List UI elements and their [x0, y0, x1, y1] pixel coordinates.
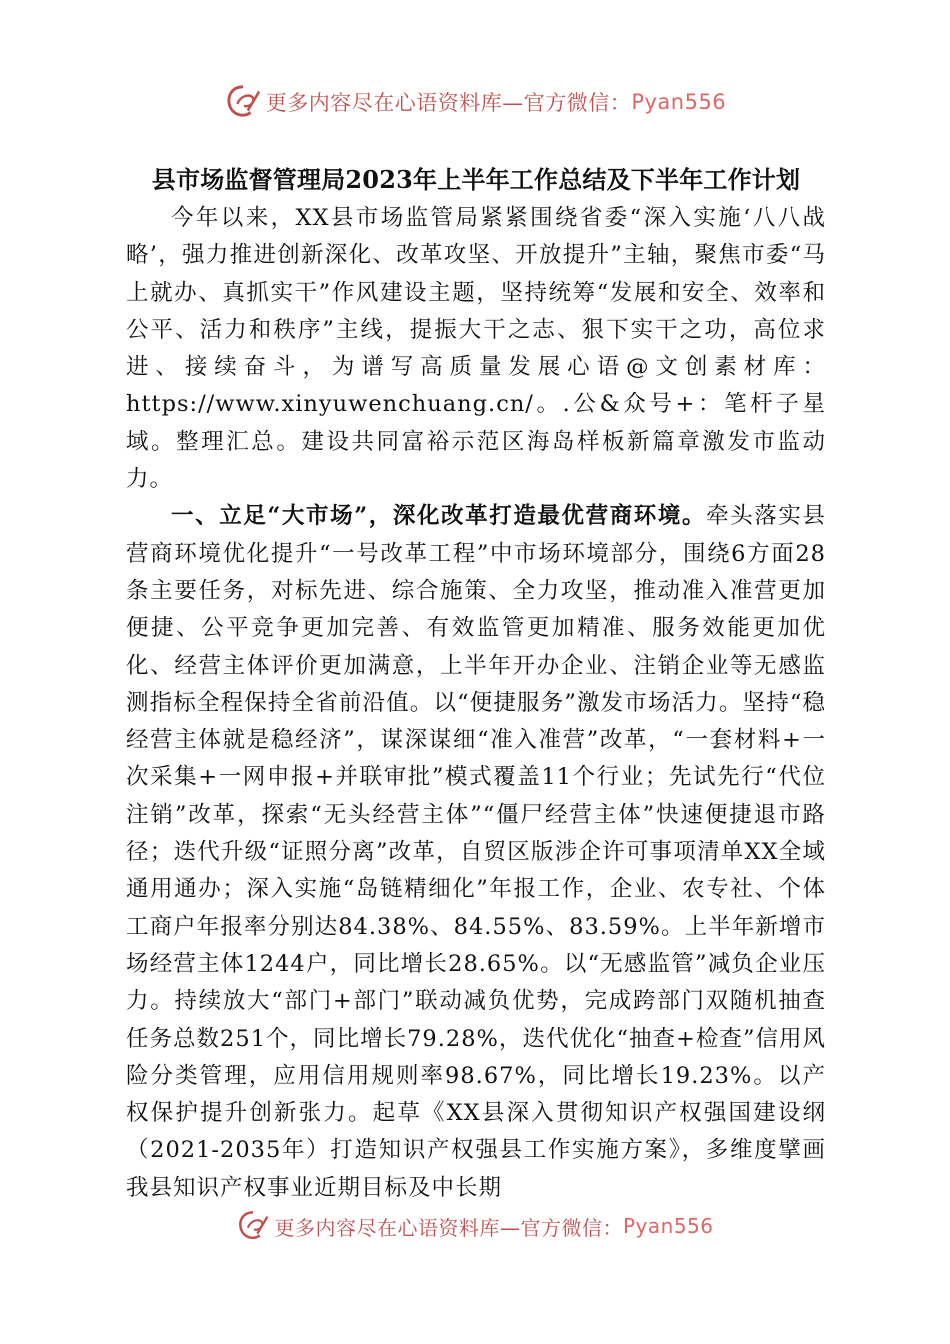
document-title: 县市场监督管理局2023年上半年工作总结及下半年工作计划 [151, 165, 801, 194]
pen-swirl-logo-icon [236, 1210, 270, 1242]
watermark-handle: Pyan556 [631, 90, 727, 114]
watermark-text: 更多内容尽在心语资料库—官方微信： [265, 91, 632, 115]
pen-swirl-logo-icon [224, 83, 262, 121]
intro-paragraph: 今年以来，XX县市场监管局紧紧围绕省委“深入实施‘八八战略’，强力推进创新深化、改革攻坚、开放提升”主轴，聚焦市委“马上就办、真抓实干”作风建设主题，坚持统筹“发展和安全、效率和公平、活力和秩序”主线，提振大干之志、狠下实干之功，高位求进、接续奋斗，为谱写高质量发展心语@文创素材库：https://www.xinyuwenchuang.cn/。.公&众号+：笔杆子星域。整理汇总。建设共同富裕示范区海岛样板新篇章激发市监动力。 [126, 205, 826, 493]
watermark-handle: Pyan556 [622, 1214, 714, 1238]
section-1-heading: 一、立足“大市场”，深化改革打造最优营商环境。 [171, 503, 707, 530]
document-body [126, 160, 826, 1207]
section-1-paragraph [126, 498, 826, 1207]
watermark-text: 更多内容尽在心语资料库—官方微信： [274, 1215, 623, 1240]
watermark-footer [0, 1210, 950, 1242]
section-1-body: 牵头落实县营商环境优化提升“一号改革工程”中市场环境部分，围绕6方面28条主要任务，对标先进、综合施策、全力攻坚，推动准入准营更加便捷、公平竞争更加完善、有效监管更加精准、服务效能更加优化、经营主体评价更加满意，上半年开办企业、注销企业等无感监测指标全程保持全省前沿值。以“便捷服务”激发市场活力。坚持“稳经营主体就是稳经济”，谋深谋细“准入准营”改革，“一套材料+一次采集+一网申报+并联审批”模式覆盖11个行业；先试先行“代位注销”改革，探索“无头经营主体”“僵尸经营主体”快速便捷退市路径；迭代升级“证照分离”改革，自贸区版涉企许可事项清单XX全域通用通办；深入实施“岛链精细化”年报工作，企业、农专社、个体工商户年报率分别达84.38%、84.55%、83.59%。上半年新增市场经营主体1244户，同比增长28.65%。以“无感监管”减负企业压力。持续放大“部门+部门”联动减负优势，完成跨部门双随机抽查任务总数251个，同比增长79.28%，迭代优化“抽查+检查”信用风险分类管理，应用信用规则率98.67%，同比增长19.23%。以产权保护提升创新张力。起草《XX县深入贯彻知识产权强国建设纲（2021-2035年）打造知识产权强县工作实施方案》，多维度擘画我县知识产权事业近期目标及中长期 [126, 503, 826, 1201]
watermark-header [0, 80, 950, 124]
